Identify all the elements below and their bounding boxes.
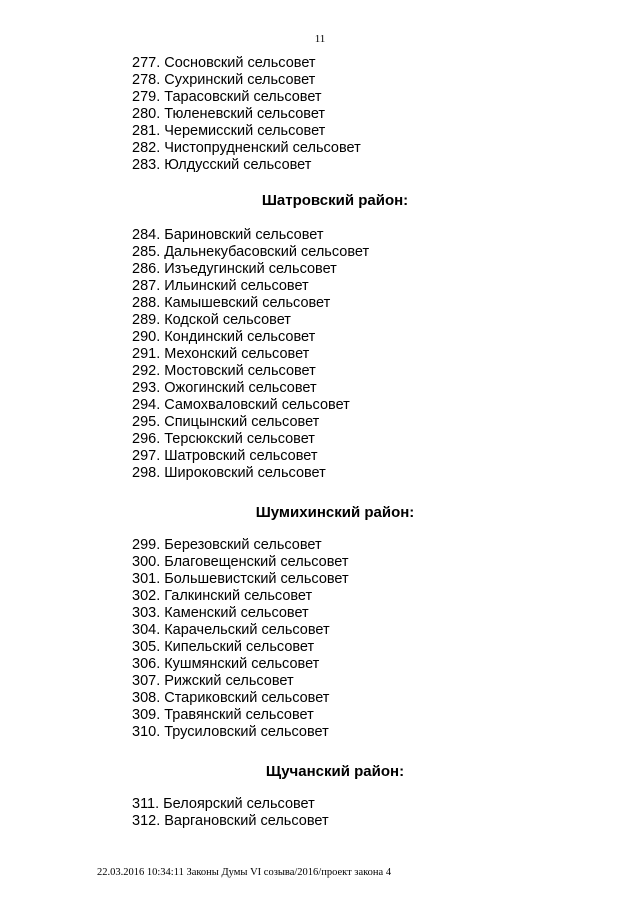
list-item [132, 312, 369, 329]
list-item [132, 431, 369, 448]
list-item [132, 244, 369, 261]
item-number: 283. [132, 157, 161, 173]
list-item [132, 571, 349, 588]
list-item [132, 639, 349, 656]
list-item [132, 673, 349, 690]
list-item [132, 227, 369, 244]
list-item [132, 448, 369, 465]
item-name: Кипельский сельсовет [164, 639, 315, 655]
document-footer: 22.03.2016 10:34:11 Законы Думы VI созыва/2016/проект закона 4 [97, 867, 392, 878]
item-name: Бариновский сельсовет [164, 227, 324, 243]
list-item [132, 261, 369, 278]
page-number: 11 [314, 33, 326, 45]
item-name: Варгановский сельсовет [164, 813, 329, 829]
list-item [132, 278, 369, 295]
item-name: Спицынский сельсовет [164, 414, 320, 430]
item-number: 293. [132, 380, 161, 396]
item-name: Большевистский сельсовет [164, 571, 349, 587]
list-item [132, 605, 349, 622]
district-heading: Щучанский район: [265, 763, 405, 780]
item-name: Чистопрудненский сельсовет [164, 140, 361, 156]
item-number: 280. [132, 106, 161, 122]
item-number: 288. [132, 295, 161, 311]
item-number: 294. [132, 397, 161, 413]
item-name: Сухринский сельсовет [164, 72, 316, 88]
item-number: 297. [132, 448, 161, 464]
list-item [132, 380, 369, 397]
list-item [132, 622, 349, 639]
list-item [132, 329, 369, 346]
settlement-list [132, 537, 349, 741]
item-name: Каменский сельсовет [164, 605, 309, 621]
item-name: Стариковский сельсовет [164, 690, 330, 706]
item-name: Кушмянский сельсовет [164, 656, 320, 672]
list-item [132, 363, 369, 380]
item-number: 278. [132, 72, 161, 88]
item-number: 289. [132, 312, 161, 328]
item-number: 303. [132, 605, 161, 621]
item-name: Ожогинский сельсовет [164, 380, 317, 396]
list-item [132, 72, 361, 89]
list-item [132, 140, 361, 157]
item-name: Галкинский сельсовет [164, 588, 313, 604]
item-number: 304. [132, 622, 161, 638]
list-item [132, 157, 361, 174]
item-name: Дальнекубасовский сельсовет [164, 244, 370, 260]
item-number: 281. [132, 123, 161, 139]
list-item [132, 106, 361, 123]
item-name: Кодской сельсовет [164, 312, 291, 328]
settlement-list [132, 55, 361, 174]
item-number: 279. [132, 89, 161, 105]
list-item [132, 588, 349, 605]
item-name: Черемисский сельсовет [164, 123, 326, 139]
list-item [132, 346, 369, 363]
item-number: 311. [132, 796, 160, 812]
item-number: 300. [132, 554, 161, 570]
item-name: Мехонский сельсовет [164, 346, 310, 362]
item-number: 290. [132, 329, 161, 345]
item-name: Ильинский сельсовет [164, 278, 309, 294]
list-item [132, 796, 329, 813]
item-name: Терсюкский сельсовет [164, 431, 315, 447]
item-number: 310. [132, 724, 161, 740]
item-number: 312. [132, 813, 161, 829]
item-number: 305. [132, 639, 161, 655]
list-item [132, 707, 349, 724]
item-name: Юлдусский сельсовет [164, 157, 312, 173]
item-number: 302. [132, 588, 161, 604]
item-name: Рижский сельсовет [164, 673, 294, 689]
item-name: Тарасовский сельсовет [164, 89, 322, 105]
list-item [132, 414, 369, 431]
list-item [132, 89, 361, 106]
item-name: Благовещенский сельсовет [164, 554, 349, 570]
item-name: Камышевский сельсовет [164, 295, 331, 311]
item-name: Шатровский сельсовет [164, 448, 318, 464]
item-name: Кондинский сельсовет [164, 329, 316, 345]
item-name: Широковский сельсовет [164, 465, 326, 481]
item-name: Травянский сельсовет [164, 707, 314, 723]
item-number: 277. [132, 55, 161, 71]
list-item [132, 465, 369, 482]
item-number: 292. [132, 363, 161, 379]
item-name: Самохваловский сельсовет [164, 397, 350, 413]
item-number: 306. [132, 656, 161, 672]
district-heading: Шумихинский район: [255, 504, 415, 521]
item-name: Сосновский сельсовет [164, 55, 316, 71]
item-number: 298. [132, 465, 161, 481]
item-name: Березовский сельсовет [164, 537, 322, 553]
list-item [132, 537, 349, 554]
item-number: 287. [132, 278, 161, 294]
item-number: 285. [132, 244, 161, 260]
item-name: Изъедугинский сельсовет [164, 261, 337, 277]
item-number: 295. [132, 414, 161, 430]
item-name: Трусиловский сельсовет [164, 724, 329, 740]
item-number: 282. [132, 140, 161, 156]
item-name: Белоярский сельсовет [163, 796, 315, 812]
item-number: 286. [132, 261, 161, 277]
item-name: Карачельский сельсовет [164, 622, 330, 638]
list-item [132, 55, 361, 72]
item-number: 284. [132, 227, 161, 243]
list-item [132, 554, 349, 571]
list-item [132, 724, 349, 741]
list-item [132, 123, 361, 140]
list-item [132, 813, 329, 830]
list-item [132, 656, 349, 673]
item-number: 299. [132, 537, 161, 553]
settlement-list [132, 227, 369, 482]
item-name: Мостовский сельсовет [164, 363, 316, 379]
item-number: 309. [132, 707, 161, 723]
list-item [132, 690, 349, 707]
district-heading: Шатровский район: [261, 192, 409, 209]
item-number: 301. [132, 571, 161, 587]
settlement-list [132, 796, 329, 830]
item-name: Тюленевский сельсовет [164, 106, 326, 122]
list-item [132, 397, 369, 414]
item-number: 308. [132, 690, 161, 706]
item-number: 296. [132, 431, 161, 447]
item-number: 307. [132, 673, 161, 689]
item-number: 291. [132, 346, 161, 362]
list-item [132, 295, 369, 312]
